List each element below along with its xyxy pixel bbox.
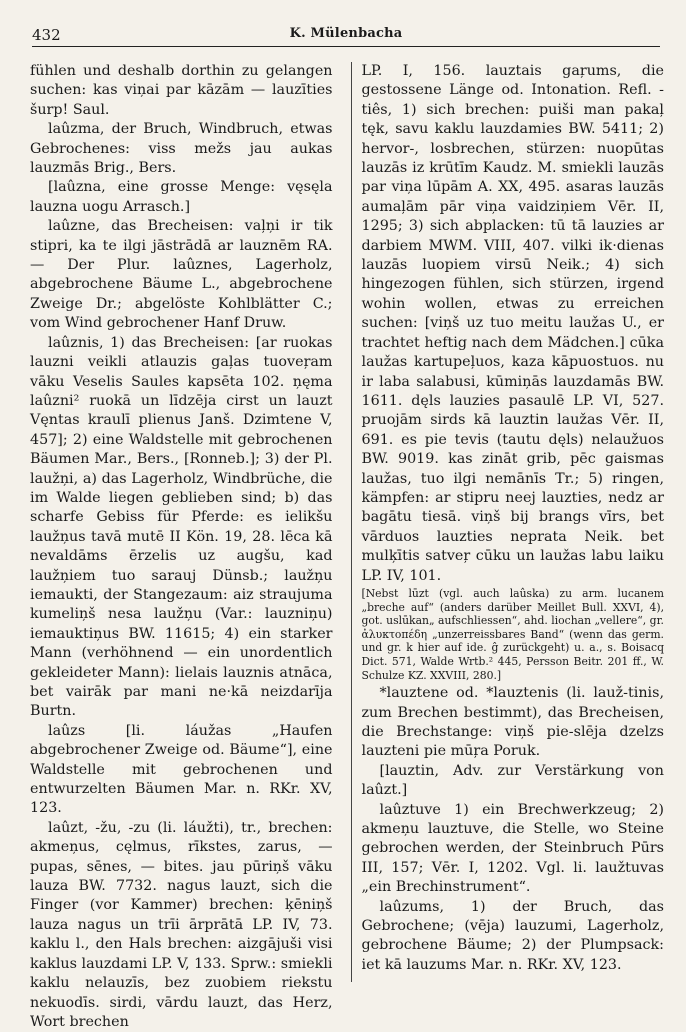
etymology-note: [Nebst lūzt (vgl. auch laûska) zu arm. lucanem „breche auf“ (anders darüber Meillet Bull. XXVI, 4), got. uslūkan„ aufschliessen“, ahd. liochan „vellere“, gr. ἀλυκτοπέδη „unzerreissbares Band“ (wenn das germ. und gr. k hier auf ide. ĝ zurückgeht) u. a., s. Boisacq Dict. 571, Walde Wrtb.² 445, Persson Beitr. 201 ff., W. Schulze KZ. XXVIII, 280.]: [361, 586, 664, 682]
entry-lauztin: [lauztin, Adv. zur Verstärkung von laûzt.]: [361, 762, 664, 799]
two-column-body: [30, 62, 664, 1030]
entry-lauzt-continued: LP. I, 156. lauztais gaŗums, die gestossene Länge od. Intonation. Refl. -tiês, 1) sich brechen: puiši man pakaļ tęk, savu kaklu lauzdamies BW. 5411; 2) hervor-, losbrechen, stürzen: nuopūtas lauzās iz krūtīm Kaudz. M. smiekli lauzās par viņa lūpām A. XX, 495. asaras lauzās aumaļām pār viņa vaidziņiem Vēr. II, 1295; 3) sich abplacken: tū tā lauzies ar darbiem MWM. VIII, 407. vilki ik·dienas lauzās luopiem virsū Neik.; 4) sich hingezogen fühlen, sich stürzen, irgend wohin wollen, etwas zu erreichen suchen: [viņš uz tuo meitu laužas U., er trachtet heftig nach dem Mädchen.] cūka laužas kartupeļuos, kaza kāpuostuos. nu ir laba salabusi, kūmiņās lauzdamās BW. 1611. dęls lauzies pasaulē LP. VI, 527. pruojām sirds kā lauztin laužas Vēr. II, 691. es pie tevis (tautu dęls) nelaužuos BW. 9019. kas zināt grib, pēc gaismas laužas, tuo ilgi nemānīs Tr.; 5) ringen, kämpfen: ar stipru neej lauzties, nedz ar bagātu tiesā. viņš bij brangs vīrs, bet vārduos lauzties neprata Neik. bet mulķītis satveŗ cūku un laužas labu laiku LP. IV, 101.: [361, 63, 664, 584]
entry-lauzma: laûzma, der Bruch, Windbruch, etwas Gebrochenes: viss mežs jau aukas lauzmās Brig., Bers.: [30, 121, 333, 177]
entry-lauztene: *lauztene od. *lauztenis (li. lauž-tinis, zum Brechen bestimmt), das Brecheisen, die Brechstange: viņš pie-slēja dzelzs lauzteni pie mūŗa Poruk.: [361, 685, 664, 760]
entry-lauzne: laûzne, das Brecheisen: vaļņi ir tik stipri, ka te ilgi jāstrādā ar lauznēm RA. — Der Plur. laûznes, Lagerholz, abgebrochene Bäume L., abgebrochene Zweige Dr.; abgelöste Kohlblätter C.; vom Wind gebrochener Hanf Druw.: [30, 218, 333, 332]
entry-lauzt: laûzt, -žu, -zu (li. láužti), tr., brechen: akmeņus, cęlmus, rīkstes, zarus, — pupas, sēnes, — bites. jau pūriņš vāku lauza BW. 7732. nagus lauzt, sich die Finger (vor Kammer) brechen: ķēniņš lauza nagus un trīi ārprātā LP. IV, 73. kaklu l., den Hals brechen: aizgājuši visi kaklus lauzdami LP. V, 133. Sprw.: smiekli kaklu nelauzīs, bez zuobiem riekstu nekuodīs. sirdi, vārdu lauzt, das Herz, Wort brechen: [30, 819, 333, 1030]
entry-lauzums: laûzums, 1) der Bruch, das Gebrochene; (vēja) lauzumi, Lagerholz, gebrochene Bäume; 2) der Plumpsack: iet kā lauzums Mar. n. RKr. XV, 123.: [361, 898, 664, 973]
entry-lauznis: laûznis, 1) das Brecheisen: [ar ruokas lauzni veikli atlauzis gaļas tuoveŗam vāku Veselis Saules kapsēta 102. ņęma laûzni² ruokā un līdzēja cirst un lauzt Vęntas kraulī plienus Janš. Dzimtene V, 457]; 2) eine Waldstelle mit gebrochenen Bäumen Mar., Bers., [Ronneb.]; 3) der Pl. laužņi, a) das Lagerholz, Windbrüche, die im Walde liegen geblieben sind; b) das scharfe Gebiss für Pferde: es ielikšu laužņus tavā mutē II Kön. 19, 28. lēca kā nevaldāms ērzelis uz augšu, kad laužņiem tuo sarauj Dünsb.; laužņu iemaukti, der Stangezaum: aiz straujuma kumeliņš nesa laužņu (Var.: lauzniņu) iemauktiņus BW. 11615; 4) ein starker Mann (verhöhnend — ein unordentlich gekleideter Mann): lielais lauznis atnāca, bet vairāk par mani ne·kā neizdarīja Burtn.: [30, 334, 333, 720]
page-number: 432: [32, 26, 61, 44]
left-column: [30, 62, 333, 1030]
page-header: [32, 24, 660, 47]
running-head: K. Mülenbacha: [289, 26, 403, 41]
entry-lauztuve: laûztuve 1) ein Brechwerkzeug; 2) akmeņu lauztuve, die Stelle, wo Steine gebrochen werden, der Steinbruch Pūrs III, 157; Vēr. I, 1202. Vgl. li. laužtuvas „ein Brechinstrument“.: [361, 801, 664, 896]
entry-lauzna: [laûzna, eine grosse Menge: vęsęla lauzna uogu Arrasch.]: [30, 179, 333, 215]
right-column: [351, 62, 665, 982]
entry-lauzs: laûzs [li. láužas „Haufen abgebrochener Zweige od. Bäume“], eine Waldstelle mit gebrochenen und entwurzelten Bäumen Mar. n. RKr. XV, 123.: [30, 722, 333, 817]
continuation-paragraph: fühlen und deshalb dorthin zu gelangen suchen: kas viņai par kāzām — lauzīties šurp! Saul.: [30, 63, 333, 118]
